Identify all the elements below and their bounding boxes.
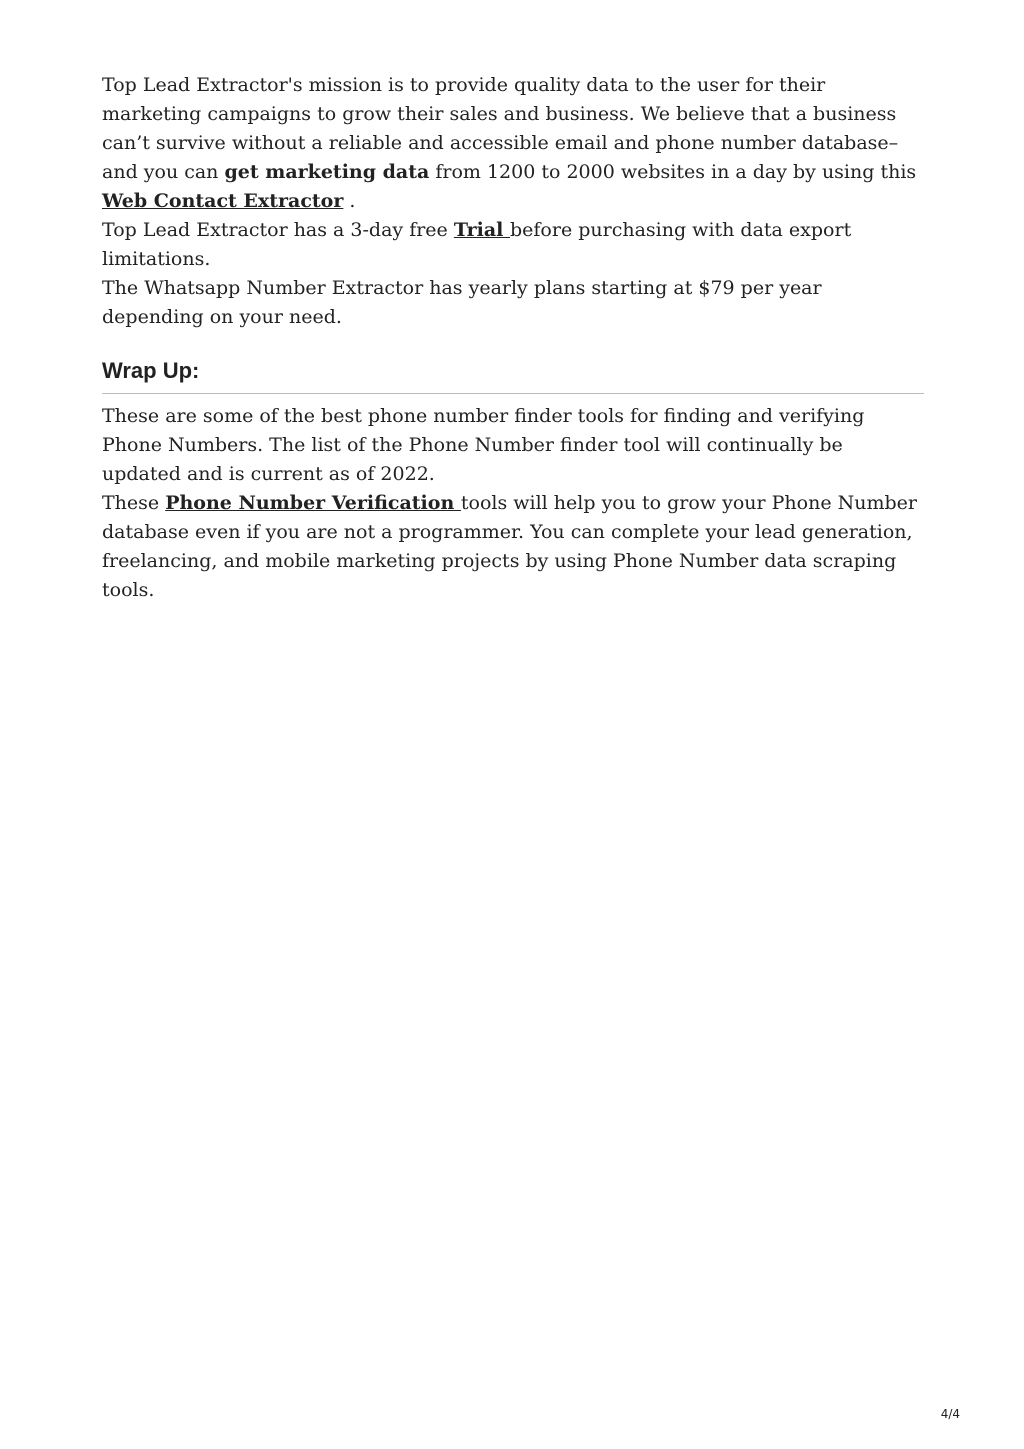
get-marketing-data-bold: get marketing data — [224, 161, 430, 183]
verification-text-2: tools will help you to grow your Phone Number database even if you are not a programmer. You can complete your lead generation, freelancing, and mobile marketing projects by using Phone Number data scraping tools. — [102, 492, 917, 601]
page-number: 4/4 — [940, 1407, 960, 1421]
trial-link[interactable]: Trial — [453, 219, 510, 241]
wrap-up-section — [102, 402, 924, 605]
mission-text-1: Top Lead Extractor's mission is to provide quality data to the user for their marketing campaigns to grow their sales and business. We believe that a business can’t survive without a reliable and accessible email and phone number database– and you can — [102, 74, 899, 183]
verification-text-1: These — [102, 492, 166, 514]
web-contact-extractor-link[interactable]: Web Contact Extractor — [102, 190, 344, 212]
summary-paragraph: These are some of the best phone number finder tools for finding and verifying Phone Numbers. The list of the Phone Number finder tool will continually be updated and is current as of 2022. — [102, 405, 865, 485]
trial-text-1: Top Lead Extractor has a 3-day free — [102, 219, 454, 241]
document-page — [102, 71, 924, 605]
trial-text-2: before purchasing with data export limitations. — [102, 219, 852, 270]
trial-paragraph — [102, 216, 924, 274]
phone-number-verification-link[interactable]: Phone Number Verification — [165, 492, 461, 514]
verification-paragraph — [102, 489, 924, 605]
mission-text-2: from 1200 to 2000 websites in a day by using this — [429, 161, 917, 183]
wrap-up-heading: Wrap Up: — [102, 358, 924, 394]
mission-text-3: . — [343, 190, 356, 212]
pricing-paragraph: The Whatsapp Number Extractor has yearly plans starting at $79 per year depending on your need. — [102, 277, 822, 328]
mission-paragraph — [102, 71, 924, 216]
